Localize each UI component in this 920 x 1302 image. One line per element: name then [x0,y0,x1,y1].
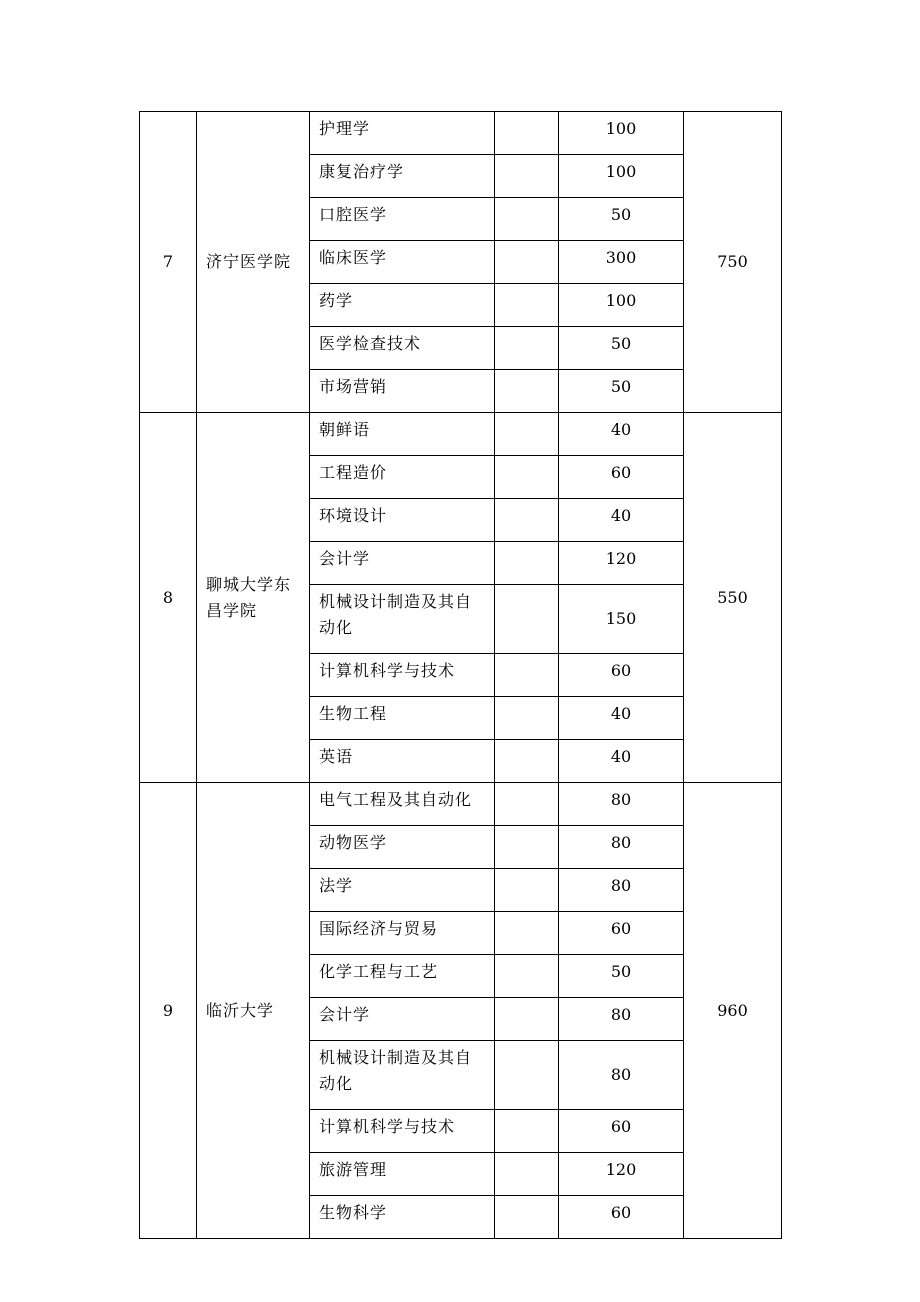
major-quota: 50 [559,327,684,370]
major-quota: 60 [559,1110,684,1153]
major-name: 市场营销 [310,370,495,413]
major-quota: 100 [559,284,684,327]
blank-cell [495,198,559,241]
group-total: 750 [684,112,782,413]
major-quota: 50 [559,198,684,241]
blank-cell [495,155,559,198]
major-quota: 50 [559,955,684,998]
major-quota: 60 [559,912,684,955]
major-quota: 80 [559,869,684,912]
blank-cell [495,783,559,826]
group-total: 960 [684,783,782,1239]
major-name: 生物科学 [310,1196,495,1239]
major-quota: 50 [559,370,684,413]
major-name: 会计学 [310,998,495,1041]
major-quota: 80 [559,826,684,869]
major-name: 生物工程 [310,697,495,740]
major-quota: 80 [559,1041,684,1110]
blank-cell [495,370,559,413]
blank-cell [495,1196,559,1239]
major-name: 环境设计 [310,499,495,542]
major-name: 护理学 [310,112,495,155]
blank-cell [495,697,559,740]
major-name: 口腔医学 [310,198,495,241]
major-quota: 150 [559,585,684,654]
group-total: 550 [684,413,782,783]
major-name: 机械设计制造及其自动化 [310,1041,495,1110]
major-quota: 100 [559,112,684,155]
major-name: 计算机科学与技术 [310,1110,495,1153]
major-quota: 120 [559,542,684,585]
blank-cell [495,955,559,998]
table-row [140,112,782,155]
major-name: 国际经济与贸易 [310,912,495,955]
major-quota: 60 [559,1196,684,1239]
major-name: 医学检查技术 [310,327,495,370]
blank-cell [495,869,559,912]
major-quota: 80 [559,783,684,826]
school-name: 临沂大学 [197,783,310,1239]
blank-cell [495,585,559,654]
blank-cell [495,1110,559,1153]
blank-cell [495,112,559,155]
major-quota: 60 [559,456,684,499]
group-number: 7 [140,112,197,413]
major-name: 药学 [310,284,495,327]
major-name: 英语 [310,740,495,783]
table-row [140,783,782,826]
enrollment-plan-table [139,111,782,1239]
blank-cell [495,1041,559,1110]
blank-cell [495,654,559,697]
blank-cell [495,542,559,585]
blank-cell [495,998,559,1041]
major-quota: 40 [559,740,684,783]
blank-cell [495,456,559,499]
major-name: 临床医学 [310,241,495,284]
major-name: 会计学 [310,542,495,585]
school-name: 聊城大学东昌学院 [197,413,310,783]
table-row [140,413,782,456]
blank-cell [495,1153,559,1196]
blank-cell [495,327,559,370]
school-name: 济宁医学院 [197,112,310,413]
major-quota: 300 [559,241,684,284]
major-quota: 80 [559,998,684,1041]
major-name: 电气工程及其自动化 [310,783,495,826]
major-quota: 120 [559,1153,684,1196]
blank-cell [495,413,559,456]
major-name: 化学工程与工艺 [310,955,495,998]
blank-cell [495,284,559,327]
major-name: 康复治疗学 [310,155,495,198]
blank-cell [495,912,559,955]
major-name: 旅游管理 [310,1153,495,1196]
major-quota: 60 [559,654,684,697]
major-name: 法学 [310,869,495,912]
major-quota: 40 [559,499,684,542]
major-name: 工程造价 [310,456,495,499]
major-name: 机械设计制造及其自动化 [310,585,495,654]
group-number: 8 [140,413,197,783]
major-name: 动物医学 [310,826,495,869]
major-name: 朝鲜语 [310,413,495,456]
major-quota: 100 [559,155,684,198]
major-name: 计算机科学与技术 [310,654,495,697]
major-quota: 40 [559,413,684,456]
blank-cell [495,740,559,783]
blank-cell [495,241,559,284]
blank-cell [495,499,559,542]
major-quota: 40 [559,697,684,740]
group-number: 9 [140,783,197,1239]
blank-cell [495,826,559,869]
